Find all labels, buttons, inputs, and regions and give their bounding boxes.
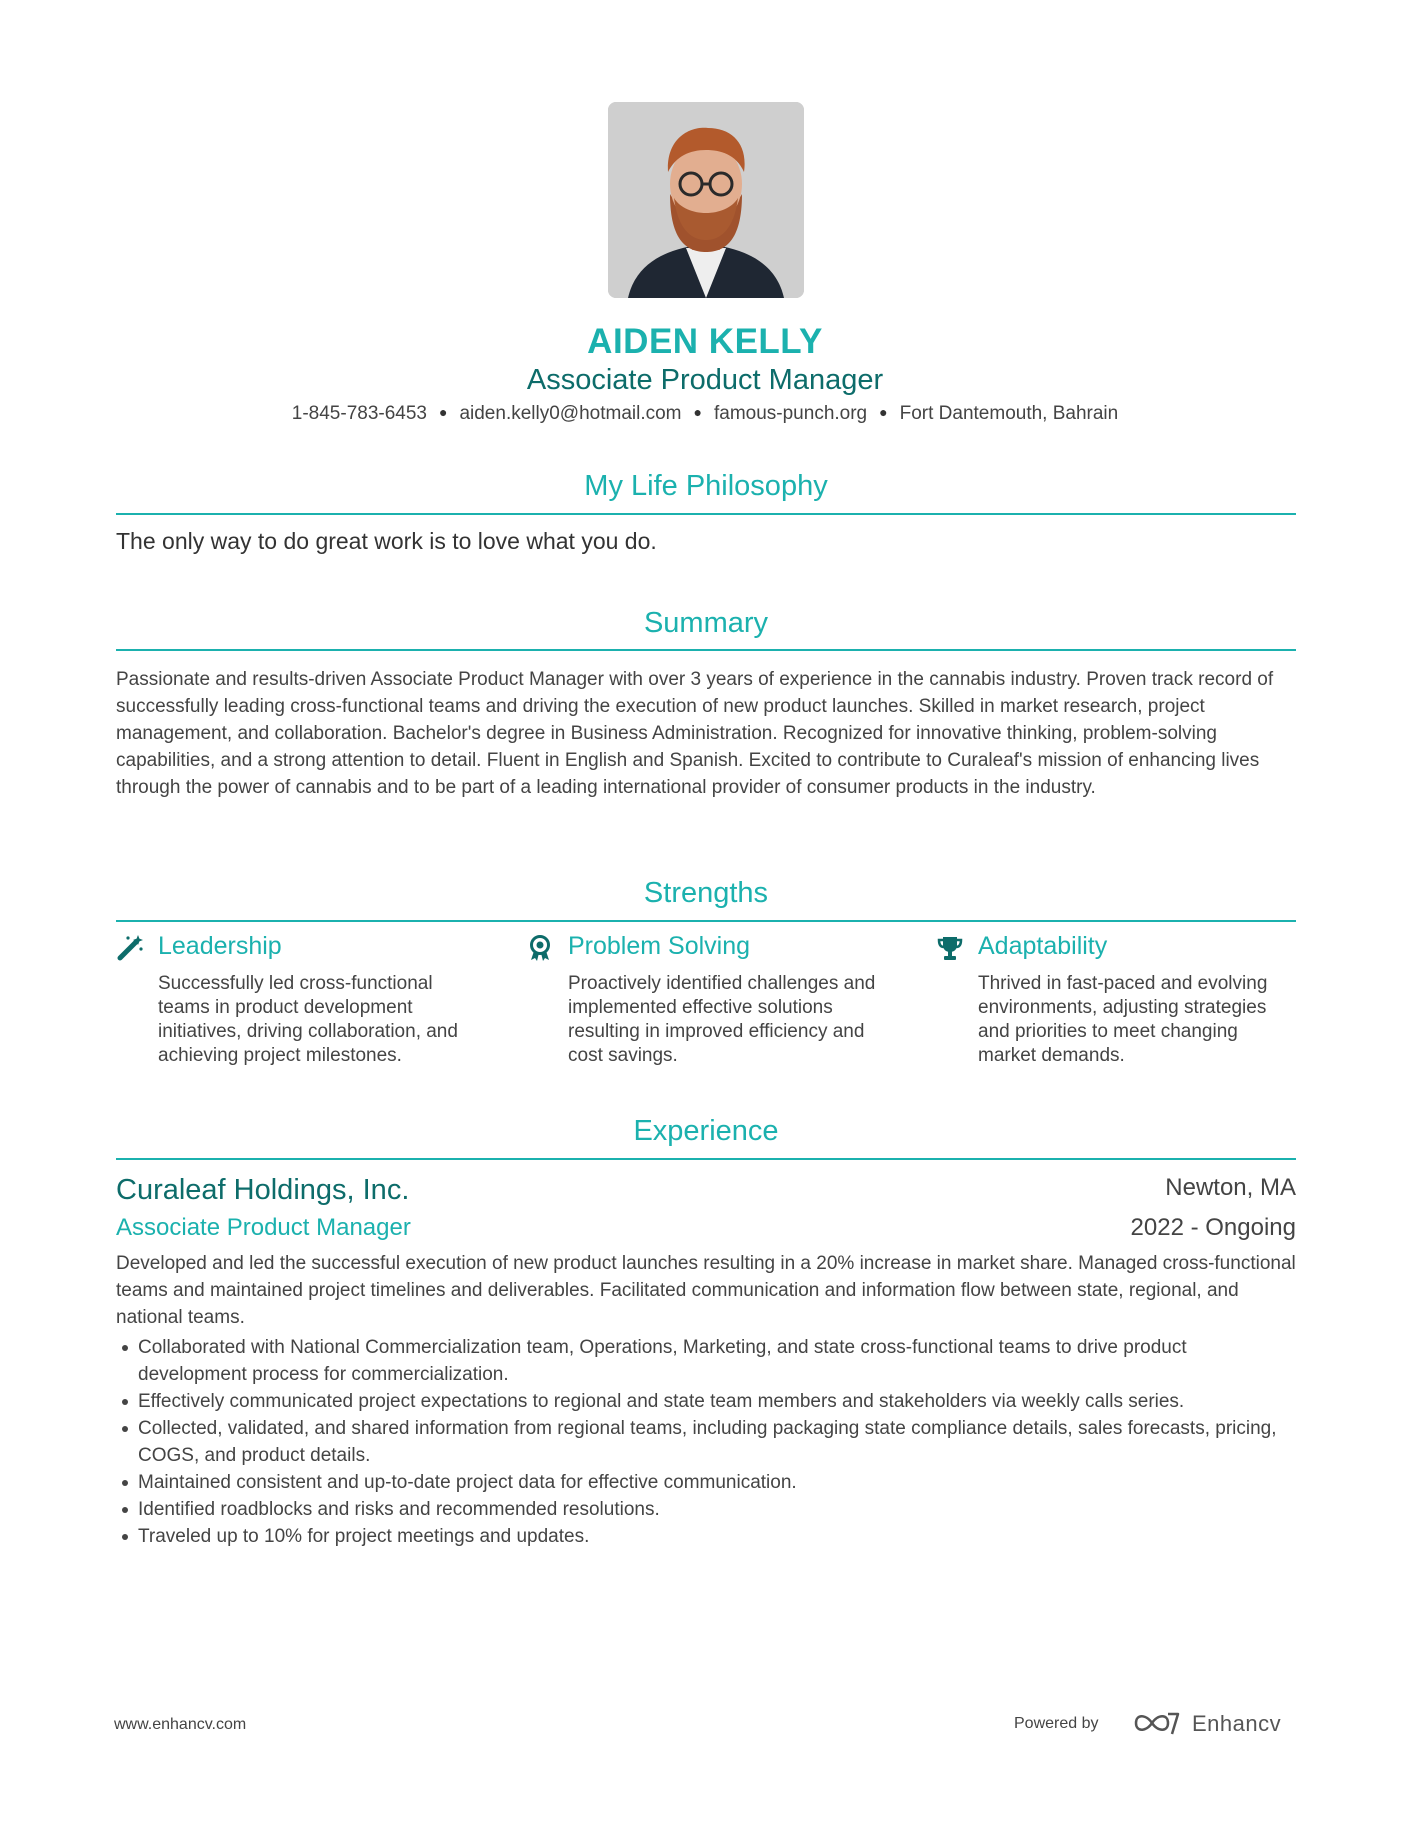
email-address[interactable]: aiden.kelly0@hotmail.com	[459, 403, 682, 424]
footer-website-link[interactable]: www.enhancv.com	[114, 1716, 247, 1733]
section-divider	[116, 1158, 1296, 1160]
phone-number[interactable]: 1-845-783-6453	[291, 403, 427, 424]
trophy-icon	[936, 934, 964, 962]
section-divider	[116, 920, 1296, 922]
list-item: Identified roadblocks and risks and recommended resolutions.	[116, 1496, 1296, 1523]
website-link[interactable]: famous-punch.org	[713, 403, 868, 424]
summary-text: Passionate and results-driven Associate Product Manager with over 3 years of experience in the cannabis industry. Proven track record of successfully leading cross-functional teams and driving the execution of new product launches. Skilled in market research, project management, and collaboration. Bachelor's degree in Business Administration. Recognized for innovative thinking, problem-solving capabilities, and a strong attention to detail. Fluent in English and Spanish. Excited to contribute to Curaleaf's mission of enhancing lives through the power of cannabis and to be part of a leading international provider of consumer products in the industry.	[116, 669, 1274, 798]
list-item: Collected, validated, and shared information from regional teams, including packaging state compliance details, sales forecasts, pricing, COGS, and product details.	[116, 1415, 1296, 1469]
contact-separator: ●	[438, 404, 448, 420]
philosophy-section-title: My Life Philosophy	[584, 470, 828, 502]
philosophy-quote: The only way to do great work is to love what you do.	[116, 528, 657, 554]
company-name: Curaleaf Holdings, Inc.	[116, 1174, 410, 1206]
strength-description: Thrived in fast-paced and evolving environments, adjusting strategies and priorities to meet changing market demands.	[978, 973, 1268, 1066]
candidate-headline: Associate Product Manager	[526, 364, 884, 396]
contact-separator: ●	[879, 404, 888, 420]
strength-title: Adaptability	[978, 932, 1108, 960]
job-period: 2022 - Ongoing	[1130, 1214, 1296, 1241]
list-item: Maintained consistent and up-to-date project data for effective communication.	[116, 1469, 1296, 1496]
section-divider	[116, 649, 1296, 651]
job-location: Newton, MA	[1165, 1174, 1296, 1201]
strengths-section-title: Strengths	[643, 877, 769, 909]
profile-photo	[608, 102, 804, 298]
strength-title: Problem Solving	[568, 932, 751, 960]
list-item: Collaborated with National Commercialization team, Operations, Marketing, and state cross-functional teams to drive product development process for commercialization.	[116, 1334, 1296, 1388]
strength-description: Proactively identified challenges and implemented effective solutions resulting in improved efficiency and cost savings.	[568, 973, 876, 1066]
enhancv-brand-name: Enhancv	[1192, 1711, 1282, 1736]
candidate-name: AIDEN KELLY	[587, 322, 823, 361]
enhancv-logo-icon	[1132, 1708, 1182, 1738]
contact-separator: ●	[693, 404, 702, 420]
job-bullet-list	[116, 1334, 1296, 1550]
list-item: Traveled up to 10% for project meetings and updates.	[116, 1523, 1296, 1550]
magic-wand-icon	[116, 934, 144, 962]
job-title: Associate Product Manager	[116, 1214, 411, 1241]
strength-description: Successfully led cross-functional teams in product development initiatives, driving collaboration, and achieving project milestones.	[158, 973, 458, 1066]
experience-section-title: Experience	[633, 1115, 779, 1147]
award-ribbon-icon	[526, 934, 554, 962]
list-item: Effectively communicated project expectations to regional and state team members and stakeholders via weekly calls series.	[116, 1388, 1296, 1415]
summary-section-title: Summary	[643, 607, 769, 639]
section-divider	[116, 513, 1296, 515]
contact-line	[0, 403, 1410, 425]
strength-title: Leadership	[158, 932, 282, 960]
powered-by-label: Powered by	[1014, 1715, 1099, 1732]
location-text: Fort Dantemouth, Bahrain	[899, 403, 1119, 424]
job-description: Developed and led the successful execution of new product launches resulting in a 20% increase in market share. Managed cross-functional teams and maintained project timelines and deliverables. Facilitated communication and information flow between state, regional, and national teams.	[116, 1253, 1296, 1328]
